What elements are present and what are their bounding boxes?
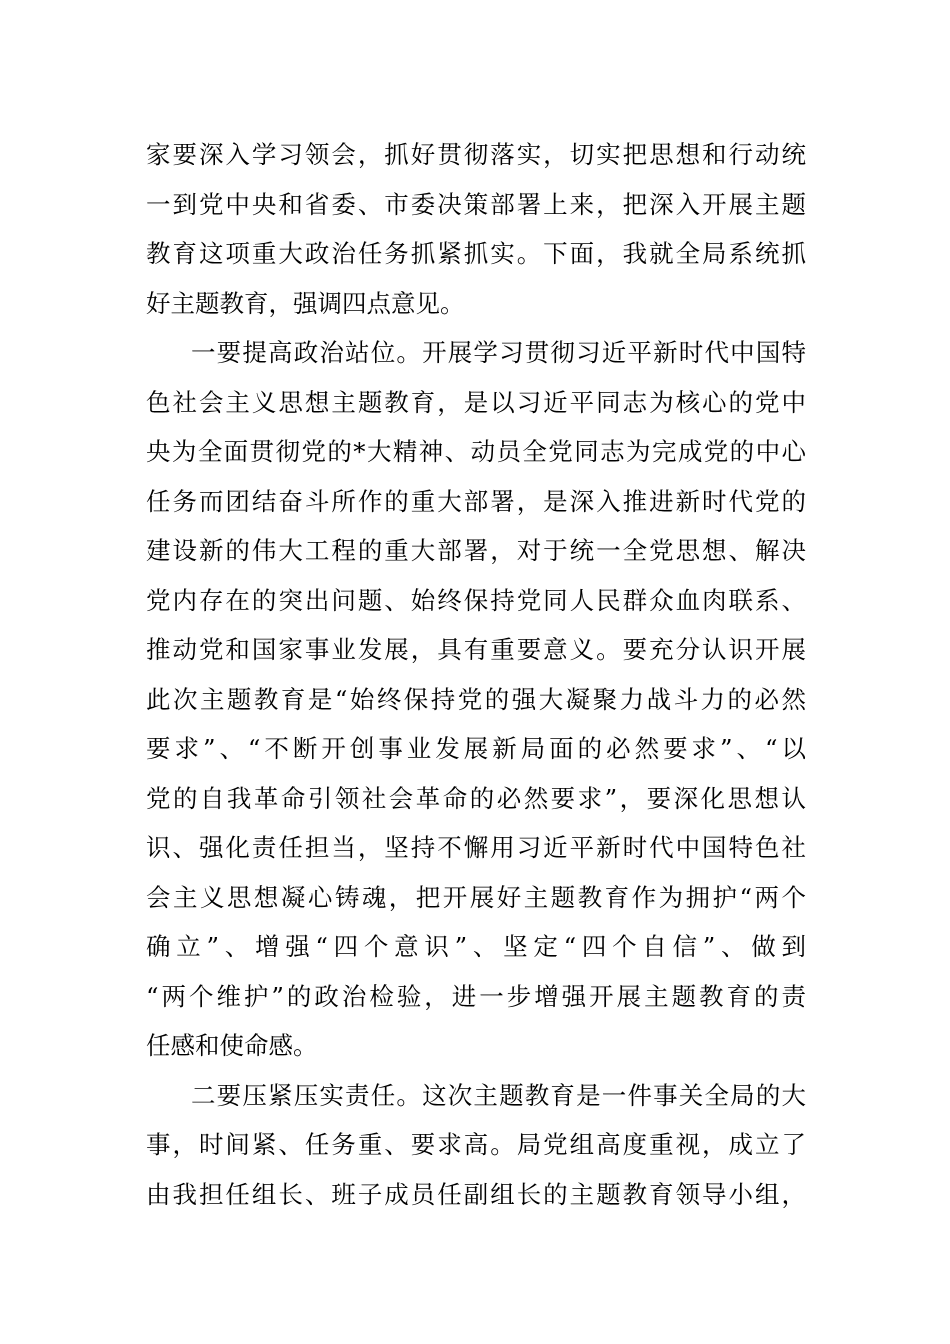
- text-line: 党内存在的突出问题、始终保持党同人民群众血肉联系、: [146, 585, 806, 615]
- text-line: 好主题教育，强调四点意见。: [146, 288, 465, 318]
- text-line: 任务而团结奋斗所作的重大部署，是深入推进新时代党的: [146, 486, 806, 516]
- text-line: 由我担任组长、班子成员任副组长的主题教育领导小组，: [146, 1179, 806, 1209]
- text-line: 任感和使命感。: [146, 1031, 318, 1060]
- body-text: [146, 130, 806, 1219]
- text-line: 建设新的伟大工程的重大部署，对于统一全党思想、解决: [146, 536, 806, 565]
- text-line: 要求”、“不断开创事业发展新局面的必然要求”、“以: [146, 734, 806, 763]
- text-line: 家要深入学习领会，抓好贯彻落实，切实把思想和行动统: [146, 140, 806, 169]
- text-line: “两个维护”的政治检验，进一步增强开展主题教育的责: [146, 981, 806, 1011]
- text-line: 推动党和国家事业发展，具有重要意义。要充分认识开展: [146, 635, 806, 664]
- text-line: 色社会主义思想主题教育，是以习近平同志为核心的党中: [146, 387, 806, 417]
- text-line: 识、强化责任担当，坚持不懈用习近平新时代中国特色社: [146, 833, 806, 862]
- text-line: 确立”、增强“四个意识”、坚定“四个自信”、做到: [146, 932, 806, 961]
- text-line: 央为全面贯彻党的*大精神、动员全党同志为完成党的中心: [146, 437, 806, 466]
- text-line: 会主义思想凝心铸魂，把开展好主题教育作为拥护“两个: [146, 882, 806, 912]
- text-line: 教育这项重大政治任务抓紧抓实。下面，我就全局系统抓: [146, 239, 806, 268]
- text-line: 党的自我革命引领社会革命的必然要求”，要深化思想认: [146, 783, 806, 813]
- text-line: 事，时间紧、任务重、要求高。局党组高度重视，成立了: [146, 1130, 806, 1159]
- text-line: 一要提高政治站位。开展学习贯彻习近平新时代中国特: [191, 338, 806, 367]
- text-line: 此次主题教育是“始终保持党的强大凝聚力战斗力的必然: [146, 684, 806, 714]
- text-line: 二要压紧压实责任。这次主题教育是一件事关全局的大: [191, 1080, 806, 1110]
- text-line: 一到党中央和省委、市委决策部署上来，把深入开展主题: [146, 189, 806, 219]
